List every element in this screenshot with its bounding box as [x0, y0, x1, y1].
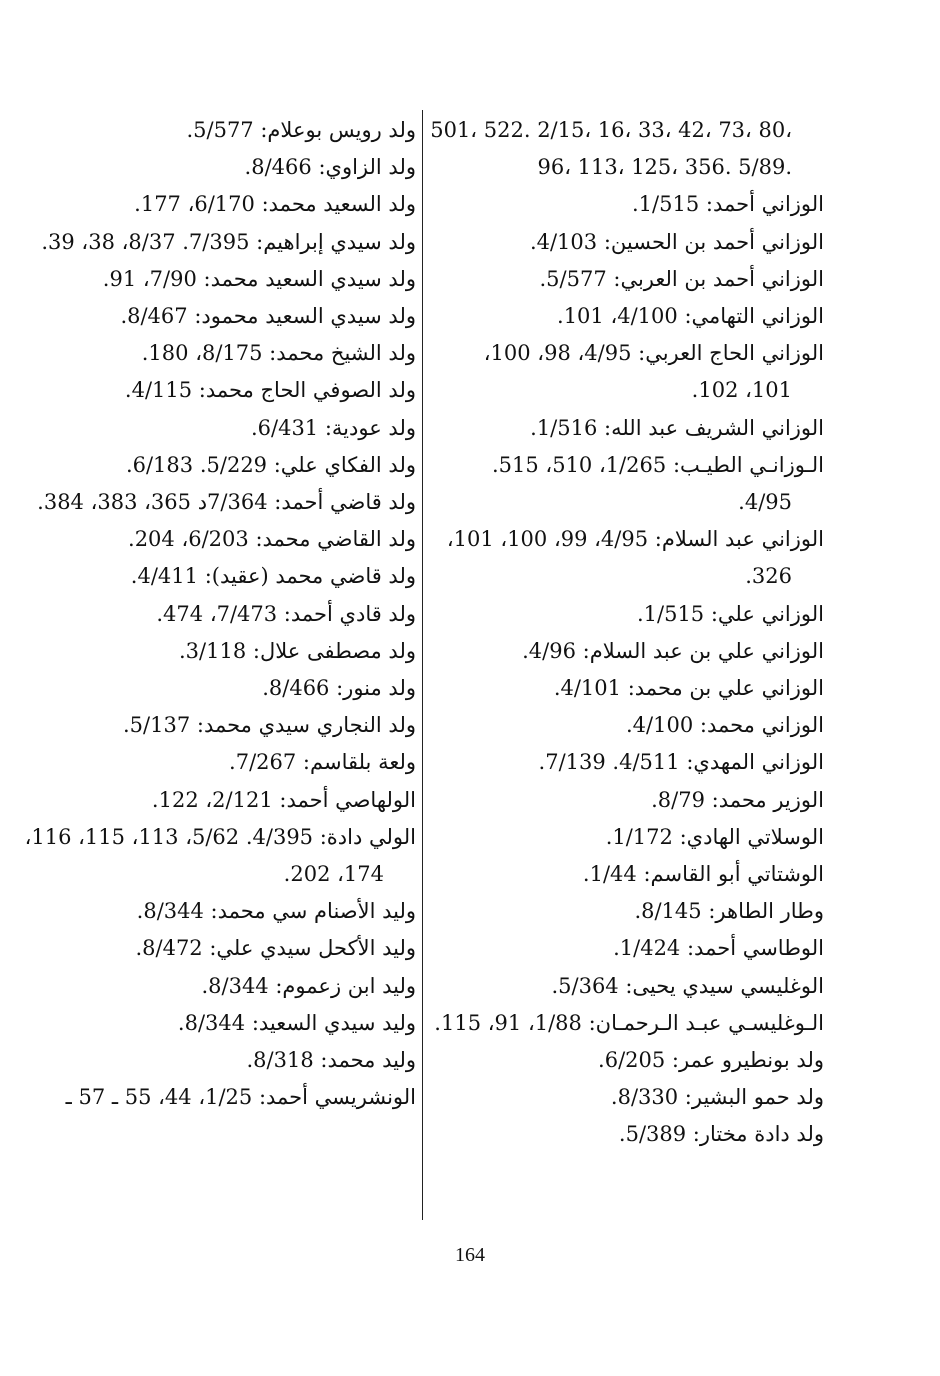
index-entry: ولد سيدي السعيد محمد: 7/90، 91.	[102, 266, 416, 291]
index-entry: ولد عودية: 6/431.	[250, 415, 416, 440]
index-entry: الوطاسي أحمد: 1/424.	[613, 936, 824, 961]
index-entry: الوزاني الحاج العربي: 4/95، 98، 100، 101، 102.	[483, 341, 824, 403]
index-entry: الوزاني علي: 1/515.	[636, 601, 824, 626]
index-entry: ولد رويس بوعلام: 5/577.	[186, 118, 416, 142]
index-entry: ولد قادي أحمد: 7/473، 474.	[156, 601, 416, 626]
index-entry: الوزاني المهدي: 4/511. 7/139.	[538, 750, 824, 775]
page-number: 164	[455, 1244, 485, 1266]
index-entry: ولد الشيخ محمد: 8/175، 180.	[141, 341, 416, 366]
index-entry: وليد الأصنام سي محمد: 8/344.	[136, 899, 416, 924]
index-entry: ولد قاضي أحمد: 7/364د 365، 383، 384.	[37, 490, 416, 515]
index-entry: ولد سيدي إبراهيم: 7/395. 8/37، 38، 39.	[41, 229, 416, 254]
index-entry: ولد الزاوي: 8/466.	[244, 155, 416, 180]
index-entry: الوزاني علي بن عبد السلام: 4/96.	[522, 638, 824, 663]
index-entry: ولعة بلقاسم: 7/267.	[229, 750, 416, 775]
index-entry: ولد قاضي محمد (عقيد): 4/411.	[130, 564, 416, 589]
index-entry: الوزاني علي بن محمد: 4/101.	[553, 676, 824, 701]
column-divider	[422, 110, 423, 1220]
index-entry: ولد سيدي السعيد محمود: 8/467.	[120, 304, 416, 329]
index-entry: الولي دادة: 4/395. 5/62، 113، 115، 116، 174، 202.	[24, 824, 416, 887]
index-entry: الوزاني عبد السلام: 4/95، 99، 100، 101، 326.	[446, 527, 824, 589]
index-entry: الوزير محمد: 8/79.	[651, 787, 824, 812]
index-column-right	[432, 112, 824, 1154]
index-entry: وليد سيدي السعيد: 8/344.	[177, 1010, 416, 1035]
index-entry: وليد ابن زعموم: 8/344.	[201, 973, 416, 998]
index-entry: الوزاني أحمد: 1/515.	[631, 192, 824, 217]
index-entry: وطار الطاهر: 8/145.	[634, 899, 824, 924]
index-entry: ولد الفكاي علي: 5/229. 6/183.	[125, 452, 416, 477]
index-entry: الوزاني أحمد بن العربي: 5/577.	[539, 266, 824, 291]
index-entry: الولهاصي أحمد: 2/121، 122.	[151, 787, 416, 812]
index-entry: ولد بونطيرو عمر: 6/205.	[598, 1048, 824, 1073]
index-entry: ولد حمو البشير: 8/330.	[610, 1085, 824, 1110]
index-entry: وليد الأكحل سيدي علي: 8/472.	[135, 936, 416, 961]
index-entry: الـوغليسـي عبـد الـرحمـان: 1/88، 91، 115.	[434, 1010, 824, 1035]
index-entry: ولد السعيد محمد: 6/170، 177.	[134, 192, 416, 217]
index-entry: الوزاني التهامي: 4/100، 101.	[557, 304, 824, 329]
index-entry: ولد القاضي محمد: 6/203، 204.	[128, 527, 416, 552]
index-entry: وليد محمد: 8/318.	[246, 1048, 416, 1073]
index-entry: ولد الصوفي الحاج محمد: 4/115.	[124, 378, 416, 403]
index-entry: الونشريسي أحمد: 1/25، 44، 55 ـ 57 ـ	[65, 1085, 416, 1110]
index-entry: الـوزانـي الطيـب: 1/265، 510، 515. 4/95.	[491, 452, 824, 515]
index-entry: الوشتاتي أبو القاسم: 1/44.	[582, 862, 824, 887]
index-entry: ولد مصطفى علال: 3/118.	[178, 638, 416, 663]
index-entry: الوزاني الشريف عبد الله: 1/516.	[530, 415, 824, 440]
index-entry: ولد النجاري سيدي محمد: 5/137.	[122, 713, 416, 738]
index-entry: ولد منور: 8/466.	[262, 676, 416, 701]
index-entry: الوزاني أحمد بن الحسين: 4/103.	[529, 229, 824, 254]
index-entry: الوسلاتي الهادي: 1/172.	[605, 824, 824, 849]
index-entry: ولد دادة مختار: 5/389.	[618, 1122, 824, 1147]
index-entry: الوزاني محمد: 4/100.	[625, 713, 824, 738]
index-entry: 501، 522. 2/15، 16، 33، 42، 73، 80، 96، 113، 125، 356. 5/89.	[430, 118, 792, 180]
index-column-left	[24, 112, 416, 1116]
index-entry: الوغليسي سيدي يحيى: 5/364.	[551, 973, 824, 998]
